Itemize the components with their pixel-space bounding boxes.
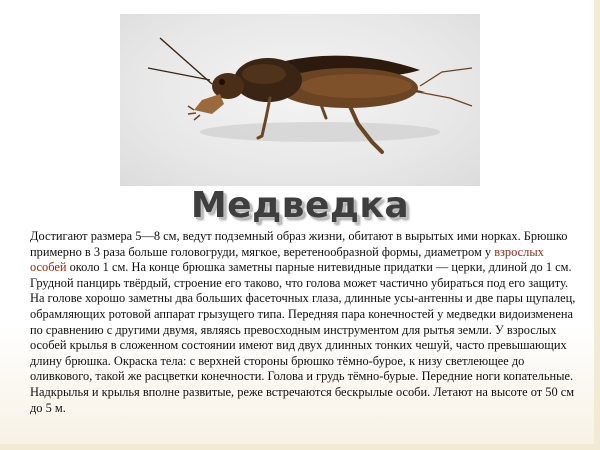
mole-cricket-photo (120, 14, 480, 186)
paragraph-text-start: Достигают размера 5—8 см, ведут подземный образ жизни, обитают в вырытых ими норках. Брюшко примерно в 3 раза больше головогруди, мягкое, веретенообразной формы, диаметром у (30, 229, 568, 259)
page-title: Медведка (190, 185, 410, 226)
description-paragraph (30, 229, 578, 416)
paragraph-text-end: около 1 см. На конце брюшка заметны парные нитевидные придатки — церки, длиной до 1 см. Грудной панцирь твёрдый, строение его таково, что голова может частично убираться под его защиту. На голове хорошо заметны два больших фасеточных глаза, длинные усы-антенны и две пары щупалец, обрамляющих ротовой аппарат грызущего типа. Передняя пара конечностей у медведки видоизменена по сравнению с другими двумя, являясь превосходным инструментом для рытья земли. У взрослых особей крылья в сложенном состоянии имеют вид двух длинных тонких чешуй, часто превышающих длину брюшка. Окраска тела: с верхней стороны брюшко тёмно-бурое, к низу светлеющее до оливкового, такой же расцветки конечности. Голова и грудь тёмно-бурые. Передние ноги копательные. Надкрылья и крылья вполне развитые, реже встречаются бескрылые особи. Летают на высоте от 50 см до 5 м. (30, 260, 576, 415)
adult-individuals-link[interactable]: взрослых особей (30, 244, 544, 275)
mole-cricket-illustration (120, 14, 480, 186)
